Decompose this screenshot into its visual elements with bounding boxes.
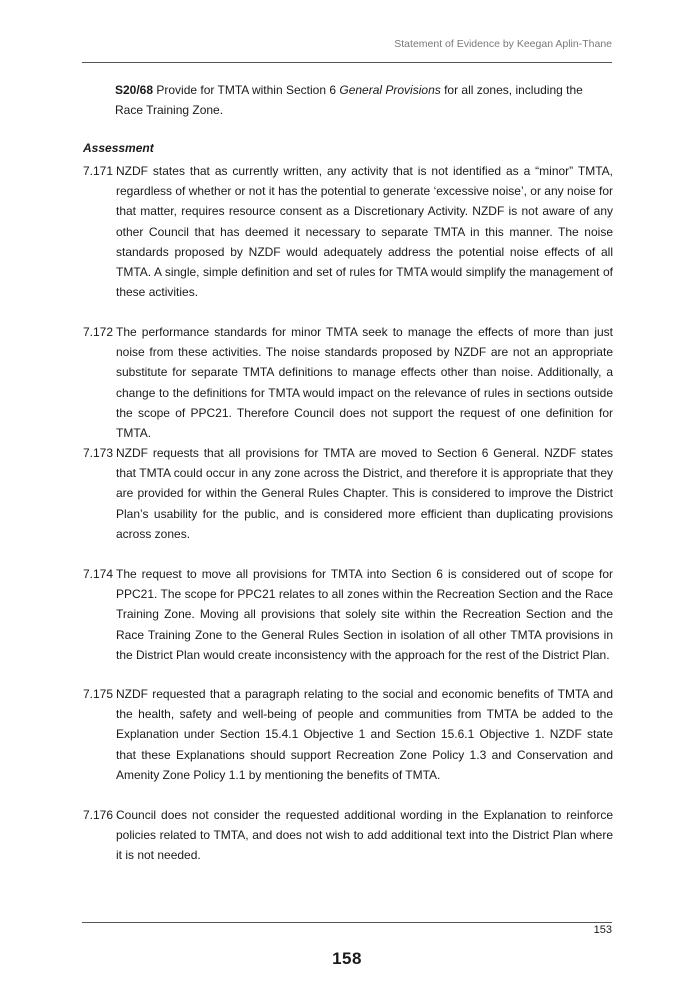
paragraph — [83, 322, 613, 443]
page-number: 153 — [593, 924, 612, 936]
paragraph-number: 7.175 — [83, 687, 114, 701]
paragraph-text: NZDF requests that all provisions for TMTA are moved to Section 6 General. NZDF states that TMTA could occur in any zone across the District, and therefore it is appropriate that they are provided for within the General Rules Chapter. This is considered to improve the District Plan’s usability for the public, and is considered more efficient than duplicating provisions across zones. — [116, 446, 613, 541]
paragraph-number: 7.171 — [83, 164, 114, 178]
paragraph — [83, 564, 613, 665]
paragraph-number: 7.173 — [83, 446, 114, 460]
assessment-heading: Assessment — [83, 141, 154, 155]
footer-rule — [82, 922, 612, 923]
paragraph — [83, 161, 613, 302]
paragraph — [83, 684, 613, 785]
paragraph-text: NZDF states that as currently written, any activity that is not identified as a “minor” TMTA, regardless of whether or not it has the potential to generate ‘excessive noise’, or any noise for that matter, requires resource consent as a Discretionary Activity. NZDF is not aware of any other Council that has deemed it necessary to separate TMTA in this manner. The noise standards proposed by NZDF would adequately address the potential noise effects of all TMTA. A single, simple definition and set of rules for TMTA would simplify the management of these activities. — [116, 164, 613, 300]
paragraph-number: 7.172 — [83, 325, 114, 339]
submission-text-b: for all zones, including the Race Training Zone. — [115, 83, 583, 117]
submission-point — [115, 80, 605, 120]
submission-code: S20/68 — [115, 83, 154, 97]
bundle-page-stamp: 158 — [332, 949, 362, 968]
paragraph — [83, 443, 613, 544]
submission-text-italic: General Provisions — [339, 83, 441, 97]
paragraph-text: The performance standards for minor TMTA seek to manage the effects of more than just noise from these activities. The noise standards proposed by NZDF are not an appropriate substitute for separate TMTA definitions to manage effects other than noise. Additionally, a change to the definitions for TMTA would impact on the relevance of rules in sections outside the scope of PPC21. Therefore Council does not support the request of one definition for TMTA. — [116, 325, 613, 441]
paragraph-text: Council does not consider the requested additional wording in the Explanation to reinforce policies related to TMTA, and does not wish to add additional text into the District Plan where it is not needed. — [116, 808, 613, 863]
paragraph-text: The request to move all provisions for TMTA into Section 6 is considered out of scope for PPC21. The scope for PPC21 relates to all zones within the Recreation Section and the Race Training Zone. Moving all provisions that solely site within the Recreation Section and the Race Training Zone to the General Rules Section in isolation of all other TMTA provisions in the District Plan would create inconsistency with the approach for the rest of the District Plan. — [116, 567, 613, 662]
submission-text-a: Provide for TMTA within Section 6 — [153, 83, 340, 97]
paragraph-number: 7.176 — [83, 808, 114, 822]
header-rule — [82, 62, 612, 63]
paragraph-number: 7.174 — [83, 567, 114, 581]
paragraph — [83, 805, 613, 866]
paragraph-text: NZDF requested that a paragraph relating to the social and economic benefits of TMTA and the health, safety and well-being of people and communities from TMTA be added to the Explanation under Section 15.4.1 Objective 1 and Section 15.6.1 Objective 1. NZDF state that these Explanations should support Recreation Zone Policy 1.3 and Conservation and Amenity Zone Policy 1.1 by mentioning the benefits of TMTA. — [116, 687, 613, 782]
running-header: Statement of Evidence by Keegan Aplin-Thane — [394, 38, 612, 50]
